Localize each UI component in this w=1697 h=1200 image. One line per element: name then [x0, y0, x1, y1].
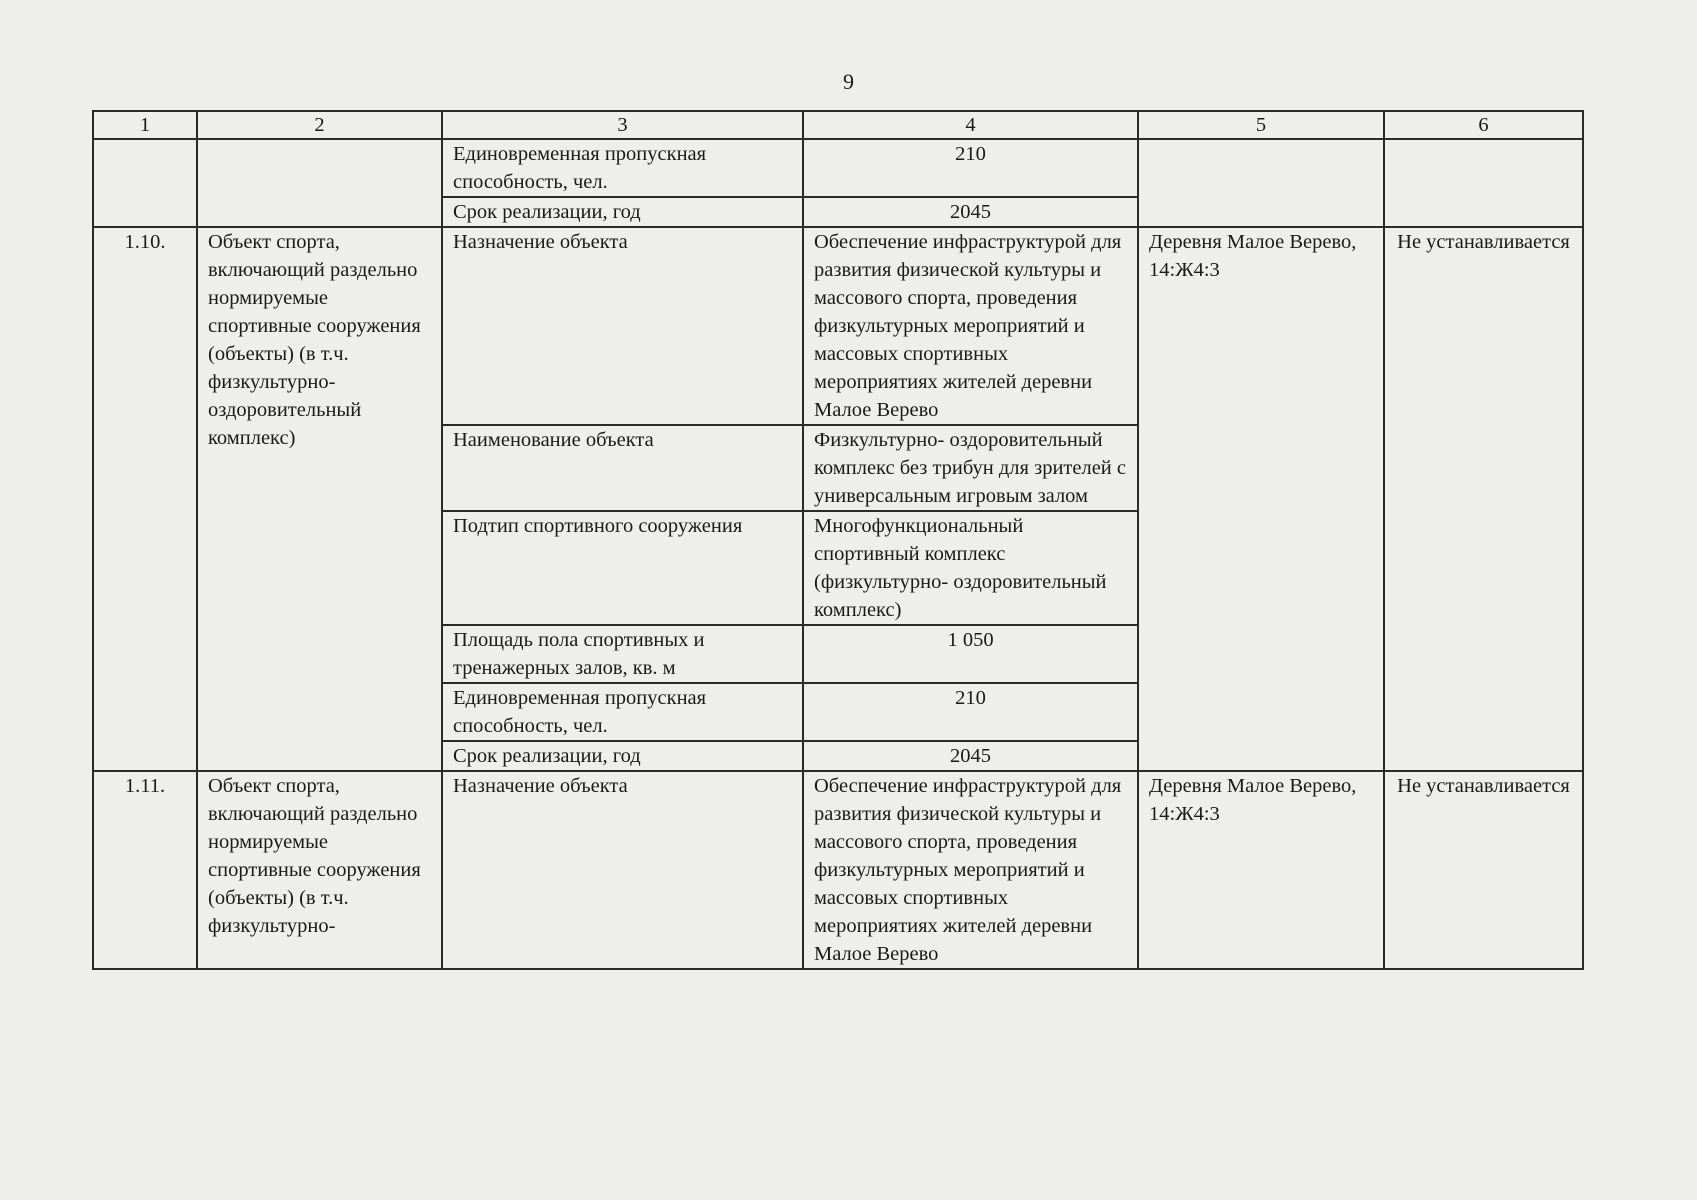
param-value: Обеспечение инфраструктурой для развития физической культуры и массового спорта, проведения физкультурных мероприятий и массовых спортивных мероприятиях жителей деревни Малое Верево: [803, 227, 1138, 425]
param-value: 210: [803, 683, 1138, 741]
param-value: 2045: [803, 741, 1138, 771]
object-location: Деревня Малое Верево, 14:Ж4:3: [1138, 771, 1384, 969]
column-header-5: 5: [1138, 111, 1384, 139]
param-name: Единовременная пропускная способность, чел.: [442, 683, 803, 741]
param-value: 2045: [803, 197, 1138, 227]
param-value: 1 050: [803, 625, 1138, 683]
param-name: Назначение объекта: [442, 771, 803, 969]
page-number: 9: [843, 69, 854, 94]
param-name: Наименование объекта: [442, 425, 803, 511]
table-row: [93, 227, 1583, 425]
cont-object-cell: [197, 139, 442, 227]
cont-num-cell: [93, 139, 197, 227]
param-value: Физкультурно- оздоровительный комплекс без трибун для зрителей с универсальным игровым залом: [803, 425, 1138, 511]
column-header-3: 3: [442, 111, 803, 139]
param-name: Площадь пола спортивных и тренажерных залов, кв. м: [442, 625, 803, 683]
object-description: Объект спорта, включающий раздельно нормируемые спортивные сооружения (объекты) (в т.ч. физкультурно-: [197, 771, 442, 969]
param-name: Единовременная пропускная способность, чел.: [442, 139, 803, 197]
object-location: Деревня Малое Верево, 14:Ж4:3: [1138, 227, 1384, 771]
zone-info: Не устанавливается: [1384, 227, 1583, 771]
object-description: Объект спорта, включающий раздельно нормируемые спортивные сооружения (объекты) (в т.ч. физкультурно- оздоровительный комплекс): [197, 227, 442, 771]
zone-info: Не устанавливается: [1384, 771, 1583, 969]
cont-zone-cell: [1384, 139, 1583, 227]
param-value: Многофункциональный спортивный комплекс (физкультурно- оздоровительный комплекс): [803, 511, 1138, 625]
table-row: [93, 139, 1583, 197]
column-header-2: 2: [197, 111, 442, 139]
param-value: Обеспечение инфраструктурой для развития физической культуры и массового спорта, проведения физкультурных мероприятий и массовых спортивных мероприятиях жителей деревни Малое Верево: [803, 771, 1138, 969]
objects-table: [92, 110, 1584, 970]
column-header-4: 4: [803, 111, 1138, 139]
cont-location-cell: [1138, 139, 1384, 227]
table-header-row: [93, 111, 1583, 139]
param-name: Срок реализации, год: [442, 197, 803, 227]
param-value: 210: [803, 139, 1138, 197]
param-name: Подтип спортивного сооружения: [442, 511, 803, 625]
table-row: [93, 771, 1583, 969]
param-name: Назначение объекта: [442, 227, 803, 425]
row-number: 1.10.: [93, 227, 197, 771]
row-number: 1.11.: [93, 771, 197, 969]
column-header-6: 6: [1384, 111, 1583, 139]
column-header-1: 1: [93, 111, 197, 139]
param-name: Срок реализации, год: [442, 741, 803, 771]
